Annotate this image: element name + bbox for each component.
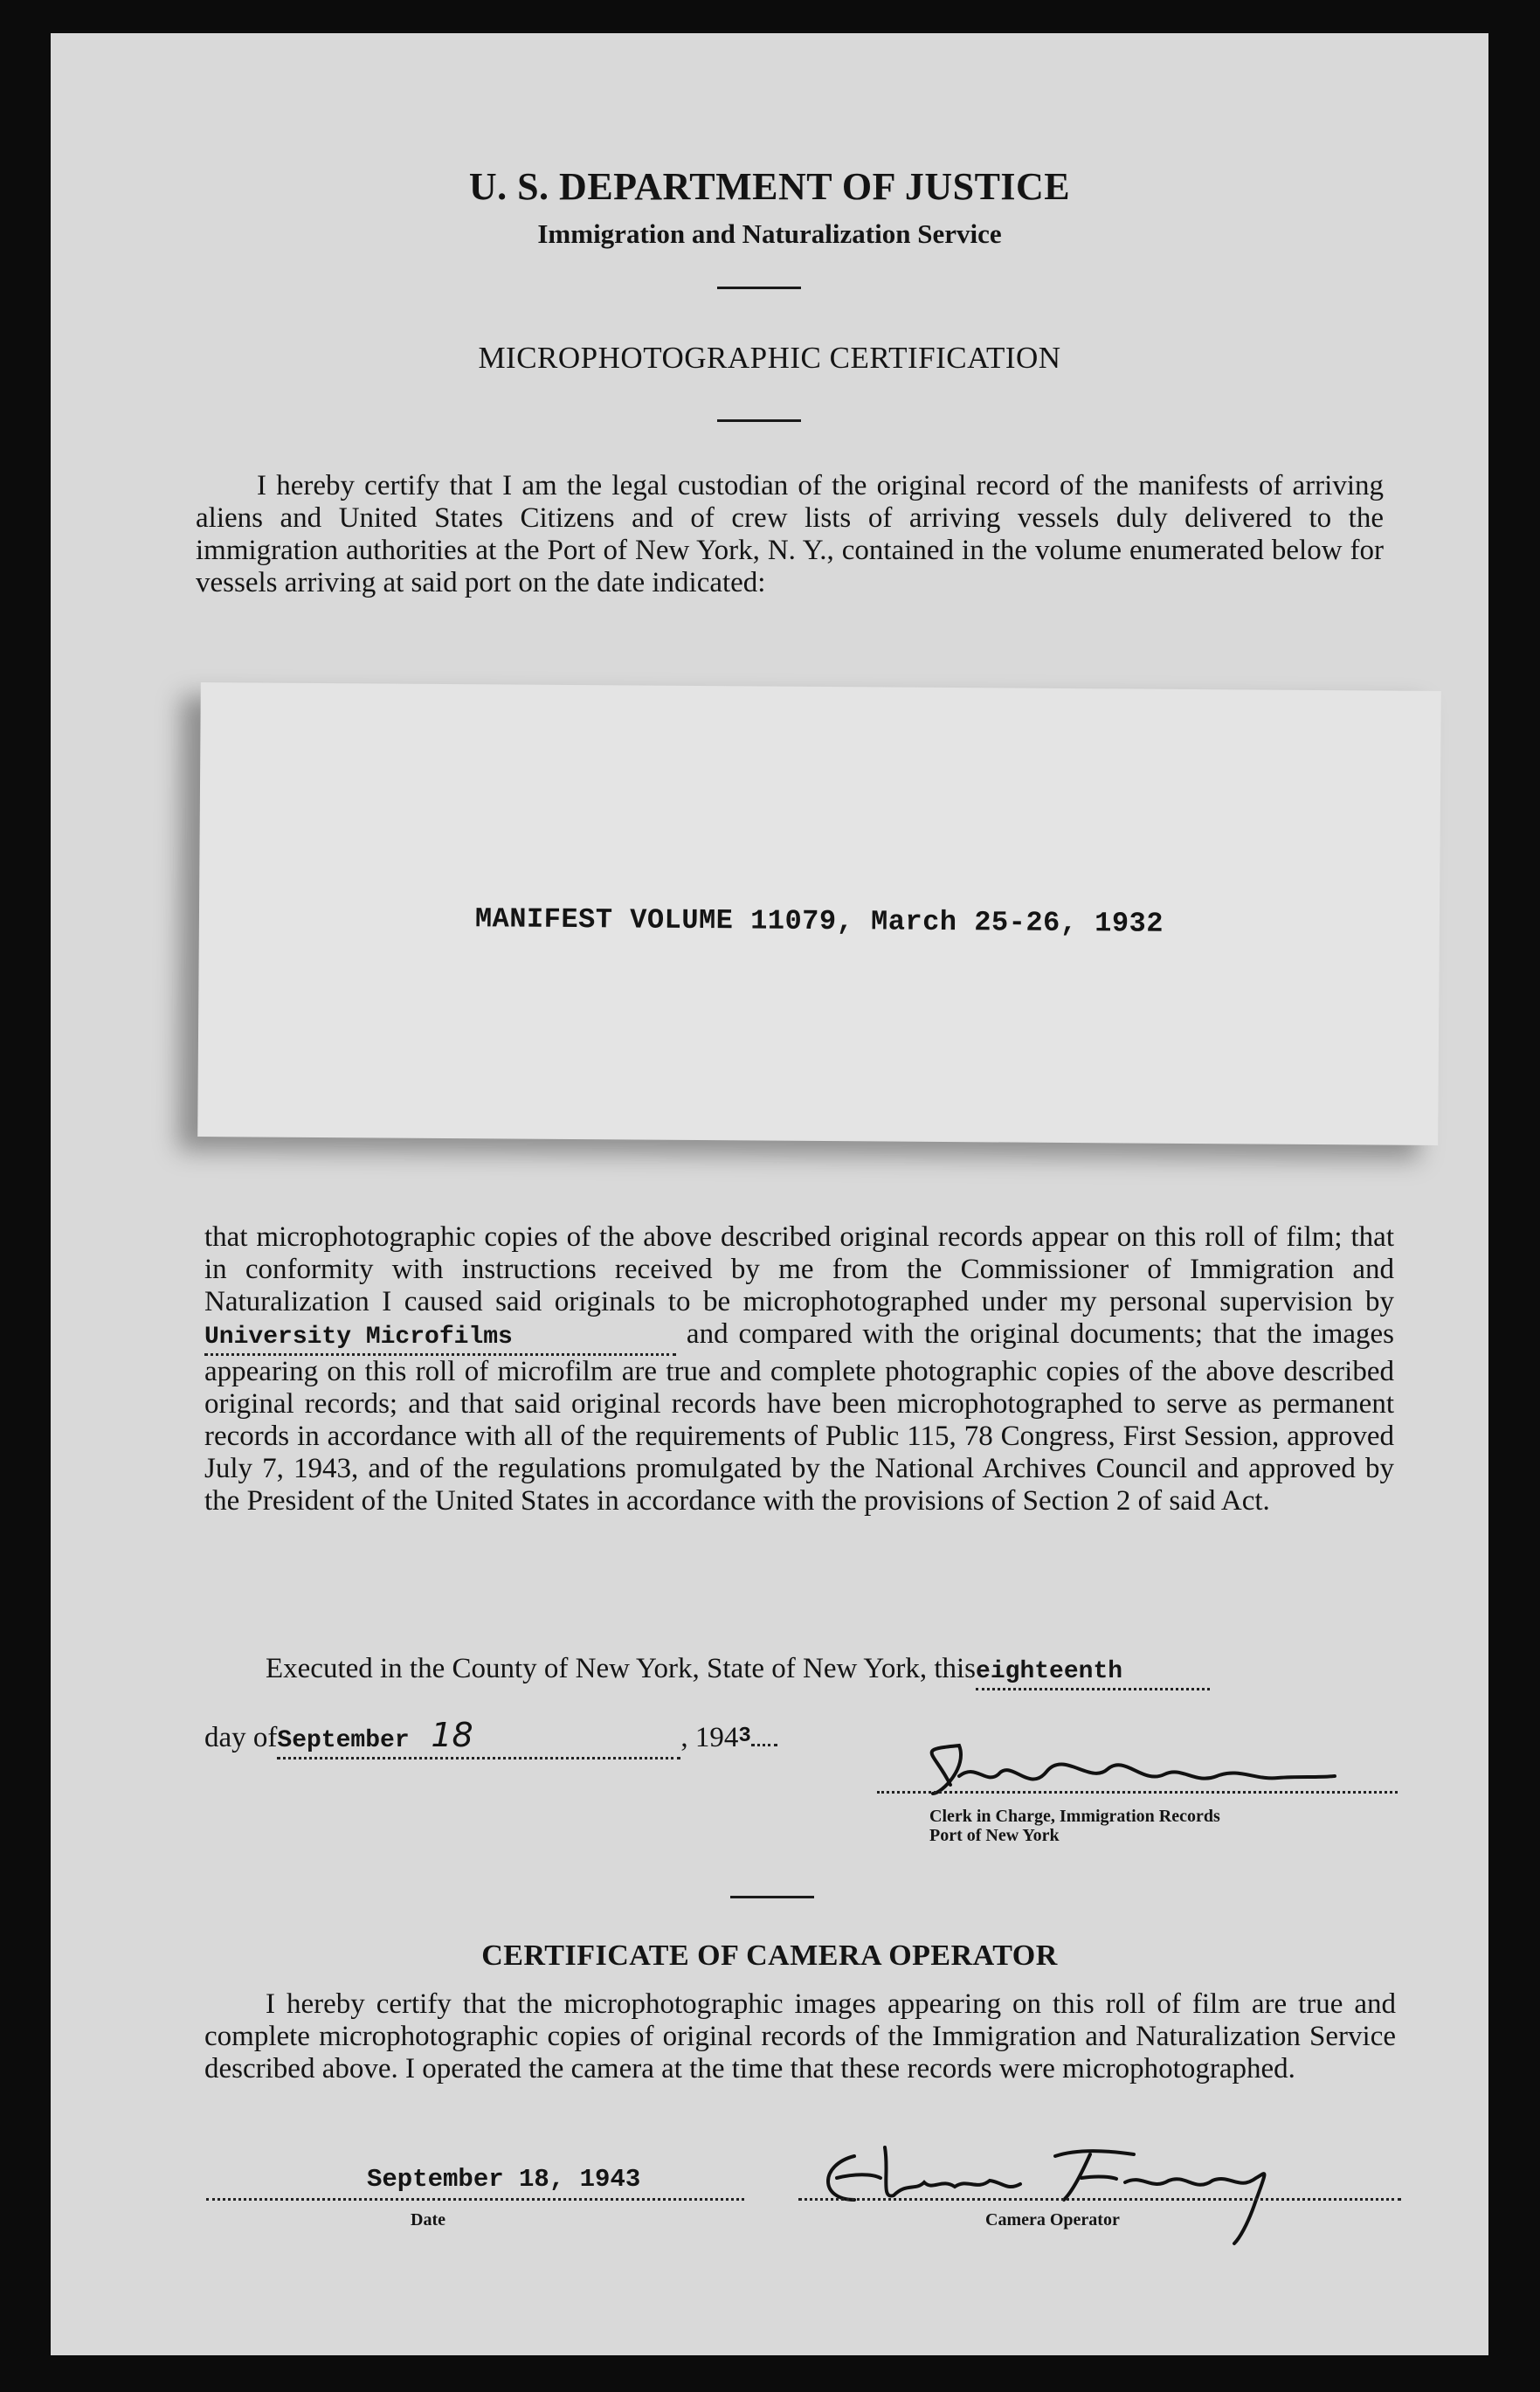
- year-suffix: 3: [738, 1725, 751, 1748]
- certificate-page: [51, 33, 1488, 2355]
- handwritten-day: 18: [431, 1716, 473, 1754]
- executed-line: [266, 1653, 1401, 1690]
- section-heading: MICROPHOTOGRAPHIC CERTIFICATION: [478, 341, 1061, 375]
- body-text-part1: that microphotographic copies of the above described original records appear on this roll of film; that in conformity with instructions received by me from the Commissioner of Immigration and Naturalization I caused said originals to be microphotographed under my personal supervision by: [204, 1221, 1394, 1317]
- body-text-part2: and compared with the original documents; that the images appearing on this roll of microfilm are true and complete photographic copies of the above described original records; and that said original records have been microphotographed to serve as permanent records in accordance with all of the requirements of Public 115, 78 Congress, First Session, approved July 7, 1943, and of the regulations promulgated by the National Archives Council and approved by the President of the United States in accordance with the provisions of Section 2 of said Act.: [204, 1318, 1394, 1517]
- day-ordinal-field: [976, 1653, 1210, 1690]
- intro-paragraph: I hereby certify that I am the legal custodian of the original record of the manifests of arriving aliens and United States Citizens and of crew lists of arriving vessels duly delivered to the immigration authorities at the Port of New York, N. Y., contained in the volume enumerated below for vessels arriving at said port on the date indicated:: [196, 470, 1384, 598]
- month-field: [277, 1716, 680, 1759]
- body-paragraph: [204, 1221, 1394, 1517]
- executed-text: Executed in the County of New York, State of New York, this: [266, 1653, 977, 1684]
- clerk-title: [929, 1807, 1220, 1845]
- page-subtitle: Immigration and Naturalization Service: [537, 218, 1002, 249]
- year-prefix: , 194: [680, 1722, 739, 1753]
- supervisor-field: [204, 1318, 676, 1356]
- clerk-signature: [880, 1732, 1370, 1811]
- date-label: Date: [411, 2210, 445, 2230]
- page-title: U. S. DEPARTMENT OF JUSTICE: [468, 165, 1071, 208]
- camera-operator-label: Camera Operator: [985, 2210, 1120, 2230]
- camera-operator-paragraph: I hereby certify that the microphotographic images appearing on this roll of film are true and complete microphotographic copies of original records of the Immigration and Naturalization Service described above. I operated the camera at the time that these records were microphotographed.: [204, 1988, 1396, 2084]
- month-value: September: [277, 1727, 410, 1754]
- operator-signature-line: [798, 2198, 1401, 2201]
- camera-operator-heading: CERTIFICATE OF CAMERA OPERATOR: [481, 1939, 1058, 1972]
- date-line-underline: [206, 2198, 744, 2201]
- day-ordinal-value: eighteenth: [976, 1658, 1123, 1685]
- clerk-title-line1: Clerk in Charge, Immigration Records: [929, 1807, 1220, 1826]
- clerk-signature-line: [877, 1791, 1398, 1794]
- supervisor-value: University Microfilms: [204, 1324, 513, 1351]
- operator-date-value: September 18, 1943: [367, 2165, 641, 2194]
- volume-slip-text: MANIFEST VOLUME 11079, March 25-26, 1932: [474, 902, 1164, 940]
- day-of-label: day of: [204, 1722, 278, 1753]
- clerk-title-line2: Port of New York: [929, 1826, 1060, 1845]
- volume-slip: [197, 682, 1441, 1145]
- divider: [717, 419, 801, 422]
- divider: [730, 1896, 814, 1898]
- divider: [717, 287, 801, 289]
- date-line: [204, 1716, 991, 1759]
- operator-signature: [802, 2130, 1291, 2252]
